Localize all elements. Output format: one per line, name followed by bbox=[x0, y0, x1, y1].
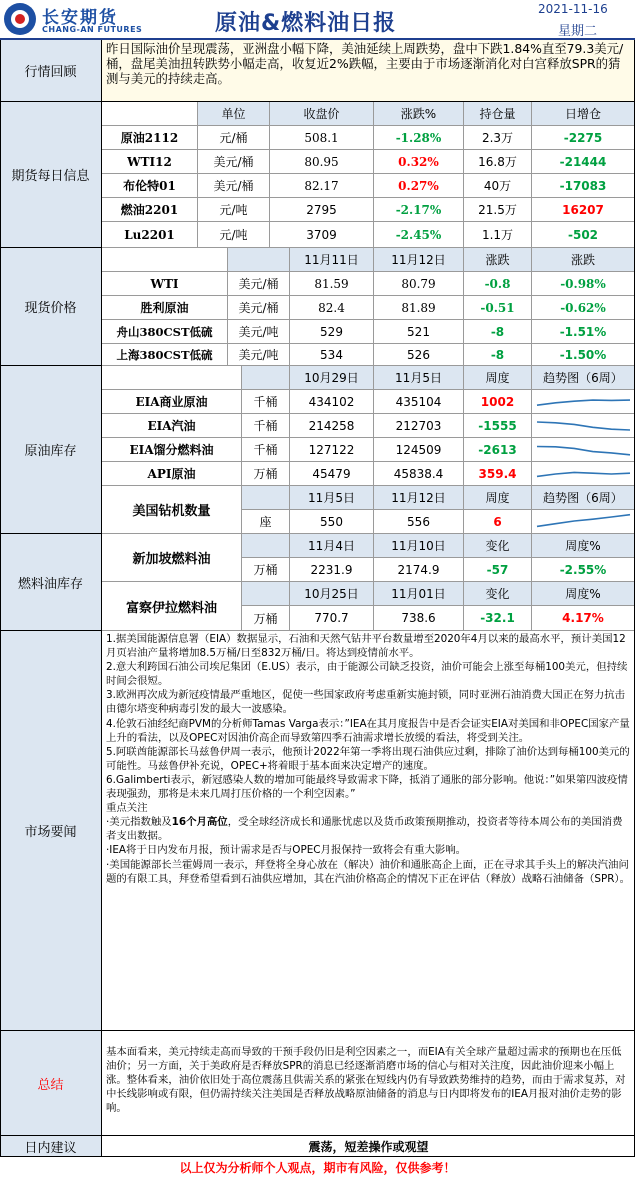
fujairah-weekly-pct: 4.17% bbox=[532, 606, 635, 631]
spot-row-date1: 534 bbox=[290, 344, 374, 366]
summary-text: 基本面看来，美元持续走高而导致的干预手段仍旧是利空因素之一，而EIA有关全球产量超过需求的预期也在压低油价；另一方面，关于美政府是否释放SPR的消息已经逐渐消磨市场的信心与相对关注度，因此油价迎来小幅上涨。整体看来，油价依旧处于高位震荡且供需关系的紧张在短线内仍有导致跌势维持的趋势，而由于需求复苏，对中长线影响或有限，但仍需持续关注美国是否释放战略原油储备的消息与日内即将发布的IEA月报对油价走势的影响。 bbox=[102, 1031, 635, 1136]
futures-row-name: 原油2112 bbox=[102, 126, 198, 150]
disclaimer-text: 以上仅为分析师个人观点，期市有风险，仅供参考！ bbox=[179, 1160, 456, 1175]
futures-row-close: 3709 bbox=[270, 222, 374, 248]
fujairah-header-date1: 10月25日 bbox=[290, 582, 374, 606]
section-label-fuel-inventory: 燃料油库存 bbox=[0, 534, 102, 631]
sparkline-path bbox=[537, 515, 630, 527]
crude-row-date1: 214258 bbox=[290, 414, 374, 438]
focus-title: 重点关注 bbox=[106, 802, 148, 815]
crude-row-unit: 千桶 bbox=[242, 438, 290, 462]
spot-row-change: -8 bbox=[464, 344, 532, 366]
futures-row-change: -2.45% bbox=[374, 222, 464, 248]
sparkline-path bbox=[537, 447, 630, 455]
spot-row-date1: 529 bbox=[290, 320, 374, 344]
futures-row-close: 80.95 bbox=[270, 150, 374, 174]
rig-header-date2: 11月12日 bbox=[374, 486, 464, 510]
focus-item-text: ·美元指数触及 bbox=[106, 816, 172, 829]
spot-row-unit: 美元/吨 bbox=[228, 320, 290, 344]
crude-row-date1: 434102 bbox=[290, 390, 374, 414]
trend-sparkline-rig-count bbox=[534, 509, 633, 533]
futures-row-open-interest: 40万 bbox=[464, 174, 532, 198]
crude-header-weekly: 周度 bbox=[464, 366, 532, 390]
trend-sparkline-eia-gasoline bbox=[534, 415, 633, 437]
futures-row-daily-change: -2275 bbox=[532, 126, 635, 150]
report-date: 2021-11-16 bbox=[538, 2, 608, 16]
sparkline-path bbox=[537, 400, 630, 405]
futures-row-open-interest: 2.3万 bbox=[464, 126, 532, 150]
section-label-market-news: 市场要闻 bbox=[0, 631, 102, 1031]
fujairah-date1: 770.7 bbox=[290, 606, 374, 631]
focus-item: ·美国能源部长兰霍姆周一表示，拜登将全身心放在（解决）油价和通胀高企上面，正在寻求其手头上的解决汽油问题的有限工具，拜登希望看到石油供应增加，其在汽油价格高企的情况下正在评估（释放）战略石油储备（SPR）。 bbox=[106, 858, 631, 885]
futures-row-change: -2.17% bbox=[374, 198, 464, 222]
fujairah-header-weekly-pct: 周度% bbox=[532, 582, 635, 606]
singapore-date1: 2231.9 bbox=[290, 558, 374, 582]
singapore-change: -57 bbox=[464, 558, 532, 582]
futures-row-close: 508.1 bbox=[270, 126, 374, 150]
crude-row-weekly-change: 1002 bbox=[464, 390, 532, 414]
singapore-unit: 万桶 bbox=[242, 558, 290, 582]
crude-row-name: EIA汽油 bbox=[102, 414, 242, 438]
spot-header-change: 涨跌 bbox=[464, 248, 532, 272]
spot-row-date2: 80.79 bbox=[374, 272, 464, 296]
futures-row-open-interest: 16.8万 bbox=[464, 150, 532, 174]
futures-row-daily-change: -21444 bbox=[532, 150, 635, 174]
crude-row-date2: 45838.4 bbox=[374, 462, 464, 486]
futures-row-change: -1.28% bbox=[374, 126, 464, 150]
crude-header-trend: 趋势图（6周） bbox=[532, 366, 635, 390]
spot-row-date2: 526 bbox=[374, 344, 464, 366]
market-news-block bbox=[102, 631, 635, 1031]
fujairah-header-unit-blank bbox=[242, 582, 290, 606]
singapore-header-date1: 11月4日 bbox=[290, 534, 374, 558]
singapore-header-date2: 11月10日 bbox=[374, 534, 464, 558]
futures-row-name: 布伦特01 bbox=[102, 174, 198, 198]
singapore-header-weekly-pct: 周度% bbox=[532, 534, 635, 558]
spot-row-date2: 81.89 bbox=[374, 296, 464, 320]
crude-row-name: EIA馏分燃料油 bbox=[102, 438, 242, 462]
rig-header-unit-blank bbox=[242, 486, 290, 510]
crude-row-weekly-change: -2613 bbox=[464, 438, 532, 462]
futures-row-close: 82.17 bbox=[270, 174, 374, 198]
crude-row-date1: 45479 bbox=[290, 462, 374, 486]
news-item: 4.伦敦石油经纪商PVM的分析师Tamas Varga表示：”IEA在其月度报告中是否会证实EIA对美国和非OPEC国家产量上升的看法，以及OPEC对因油价高企而导致第四季石油需求增长放缓的看法，将受到关注。 bbox=[106, 717, 630, 744]
futures-header-close: 收盘价 bbox=[270, 102, 374, 126]
rig-weekly-change: 6 bbox=[464, 510, 532, 534]
news-item: 3.欧洲再次成为新冠疫情最严重地区，促使一些国家政府考虑重新实施封锁，同时亚洲石油消费大国正在努力抗击由德尔塔变种病毒引发的最大一波感染。 bbox=[106, 689, 626, 716]
market-review-text: 昨日国际油价呈现震荡，亚洲盘小幅下降，美油延续上周跌势，盘中下跌1.84%直至79.3美元/桶，盘尾美油扭转跌势小幅走高，收复近2%跌幅，主要由于市场逐渐消化对白宫释放SPR的猜测与美元的持续走高。 bbox=[102, 40, 635, 102]
spot-row-unit: 美元/吨 bbox=[228, 344, 290, 366]
spot-header-date2: 11月12日 bbox=[374, 248, 464, 272]
report-title: 原油&燃料油日报 bbox=[215, 11, 397, 36]
spot-row-unit: 美元/桶 bbox=[228, 296, 290, 320]
crude-row-date2: 212703 bbox=[374, 414, 464, 438]
crude-header-unit-blank bbox=[242, 366, 290, 390]
rig-date1: 550 bbox=[290, 510, 374, 534]
section-label-futures-daily: 期货每日信息 bbox=[0, 102, 102, 248]
fujairah-date2: 738.6 bbox=[374, 606, 464, 631]
spot-row-date1: 82.4 bbox=[290, 296, 374, 320]
crude-row-weekly-change: -1555 bbox=[464, 414, 532, 438]
trend-sparkline-eia-distillate bbox=[534, 439, 633, 461]
logo-mark-icon bbox=[4, 3, 36, 35]
trend-sparkline-eia-commercial-crude bbox=[534, 391, 633, 413]
fujairah-header-change: 变化 bbox=[464, 582, 532, 606]
news-item: 5.阿联酋能源部长马兹鲁伊周一表示，他预计2022年第一季将出现石油供应过剩，排除了油价达到每桶100美元的可能性。马兹鲁伊补充说，OPEC+将着眼于基本面来决定增产的速度。 bbox=[106, 745, 630, 772]
crude-row-name: API原油 bbox=[102, 462, 242, 486]
spot-row-change-pct: -1.50% bbox=[532, 344, 635, 366]
logo-english-name: CHANG-AN FUTURES bbox=[42, 25, 143, 34]
rig-header-date1: 11月5日 bbox=[290, 486, 374, 510]
section-label-spot-price: 现货价格 bbox=[0, 248, 102, 366]
futures-header-change: 涨跌% bbox=[374, 102, 464, 126]
crude-row-date1: 127122 bbox=[290, 438, 374, 462]
spot-row-name: 胜利原油 bbox=[102, 296, 228, 320]
spot-row-date2: 521 bbox=[374, 320, 464, 344]
crude-row-unit: 千桶 bbox=[242, 414, 290, 438]
rig-header-weekly: 周度 bbox=[464, 486, 532, 510]
focus-item bbox=[106, 815, 631, 843]
futures-header-open-interest: 持仓量 bbox=[464, 102, 532, 126]
news-item: 1.据美国能源信息署（EIA）数据显示，石油和天然气钻井平台数量增至2020年4月以来的最高水平，预计美国12月页岩油产量将增加8.5万桶/日至832万桶/日。将达到疫情前水平。 bbox=[106, 633, 626, 660]
news-item: 6.Galimberti表示，新冠感染人数的增加可能最终导致需求下降，抵消了通胀的部分影响。他说：”如果第四波疫情表现强劲，那将是未来几周打压价格的一个利空因素。” bbox=[106, 773, 628, 801]
crude-row-weekly-change: 359.4 bbox=[464, 462, 532, 486]
section-label-crude-inventory: 原油库存 bbox=[0, 366, 102, 534]
spot-row-name: 舟山380CST低硫 bbox=[102, 320, 228, 344]
singapore-date2: 2174.9 bbox=[374, 558, 464, 582]
crude-row-unit: 千桶 bbox=[242, 390, 290, 414]
rig-count-name: 美国钻机数量 bbox=[102, 486, 242, 534]
spot-header-date1: 11月11日 bbox=[290, 248, 374, 272]
futures-row-name: Lu2201 bbox=[102, 222, 198, 248]
spot-header-unit-blank bbox=[228, 248, 290, 272]
rig-date2: 556 bbox=[374, 510, 464, 534]
crude-row-unit: 万桶 bbox=[242, 462, 290, 486]
crude-header-blank bbox=[102, 366, 242, 390]
spot-row-change-pct: -1.51% bbox=[532, 320, 635, 344]
fujairah-header-date2: 11月01日 bbox=[374, 582, 464, 606]
futures-row-name: WTI12 bbox=[102, 150, 198, 174]
singapore-header-unit-blank bbox=[242, 534, 290, 558]
fujairah-unit: 万桶 bbox=[242, 606, 290, 631]
futures-row-daily-change: -502 bbox=[532, 222, 635, 248]
sparkline-path bbox=[537, 472, 630, 476]
intraday-advice-text: 震荡，短差操作或观望 bbox=[102, 1136, 635, 1157]
rig-header-trend: 趋势图（6周） bbox=[532, 486, 635, 510]
singapore-header-change: 变化 bbox=[464, 534, 532, 558]
spot-row-name: 上海380CST低硫 bbox=[102, 344, 228, 366]
spot-row-name: WTI bbox=[102, 272, 228, 296]
focus-item-highlight: 16个月高位 bbox=[171, 816, 228, 829]
futures-header-unit: 单位 bbox=[198, 102, 270, 126]
focus-item: ·IEA将于日内发布月报，预计需求是否与OPEC月报保持一致将会有重大影响。 bbox=[106, 844, 467, 857]
sparkline-path bbox=[537, 422, 630, 430]
spot-row-date1: 81.59 bbox=[290, 272, 374, 296]
spot-row-change: -0.8 bbox=[464, 272, 532, 296]
futures-row-daily-change: -17083 bbox=[532, 174, 635, 198]
crude-header-date1: 10月29日 bbox=[290, 366, 374, 390]
futures-row-unit: 美元/桶 bbox=[198, 150, 270, 174]
spot-row-change: -8 bbox=[464, 320, 532, 344]
futures-row-open-interest: 1.1万 bbox=[464, 222, 532, 248]
spot-row-change-pct: -0.62% bbox=[532, 296, 635, 320]
spot-row-change: -0.51 bbox=[464, 296, 532, 320]
logo-chinese-name: 长安期货 bbox=[42, 8, 118, 28]
futures-row-daily-change: 16207 bbox=[532, 198, 635, 222]
fujairah-fuel-name: 富察伊拉燃料油 bbox=[102, 582, 242, 631]
futures-row-close: 2795 bbox=[270, 198, 374, 222]
trend-sparkline-api-crude bbox=[534, 463, 633, 485]
section-label-intraday-advice: 日内建议 bbox=[0, 1136, 102, 1157]
crude-row-date2: 124509 bbox=[374, 438, 464, 462]
singapore-fuel-name: 新加坡燃料油 bbox=[102, 534, 242, 582]
section-label-market-review: 行情回顾 bbox=[0, 40, 102, 102]
news-item: 2.意大利跨国石油公司埃尼集团（E.US）表示，由于能源公司缺乏投资，油价可能会上涨至每桶100美元，但持续时间会很短。 bbox=[106, 661, 628, 688]
report-weekday: 星期二 bbox=[558, 24, 598, 39]
futures-header-daily-change: 日增仓 bbox=[532, 102, 635, 126]
futures-row-unit: 美元/桶 bbox=[198, 174, 270, 198]
crude-header-date2: 11月5日 bbox=[374, 366, 464, 390]
futures-header-blank bbox=[102, 102, 198, 126]
futures-row-change: 0.27% bbox=[374, 174, 464, 198]
spot-header-change-pct: 涨跌 bbox=[532, 248, 635, 272]
futures-row-unit: 元/吨 bbox=[198, 222, 270, 248]
crude-row-name: EIA商业原油 bbox=[102, 390, 242, 414]
futures-row-open-interest: 21.5万 bbox=[464, 198, 532, 222]
spot-header-blank bbox=[102, 248, 228, 272]
company-logo bbox=[4, 3, 144, 37]
crude-row-date2: 435104 bbox=[374, 390, 464, 414]
section-label-summary: 总结 bbox=[0, 1031, 102, 1136]
rig-unit: 座 bbox=[242, 510, 290, 534]
report-header bbox=[0, 0, 635, 40]
spot-row-unit: 美元/桶 bbox=[228, 272, 290, 296]
futures-row-unit: 元/吨 bbox=[198, 198, 270, 222]
fujairah-change: -32.1 bbox=[464, 606, 532, 631]
spot-row-change-pct: -0.98% bbox=[532, 272, 635, 296]
futures-row-unit: 元/桶 bbox=[198, 126, 270, 150]
futures-row-change: 0.32% bbox=[374, 150, 464, 174]
focus-item-text: ，受全球经济成长和通胀忧虑以及货币政策预期推动，投资者等待本周公布的美国消费者支出数据。 bbox=[106, 816, 623, 843]
futures-row-name: 燃油2201 bbox=[102, 198, 198, 222]
singapore-weekly-pct: -2.55% bbox=[532, 558, 635, 582]
